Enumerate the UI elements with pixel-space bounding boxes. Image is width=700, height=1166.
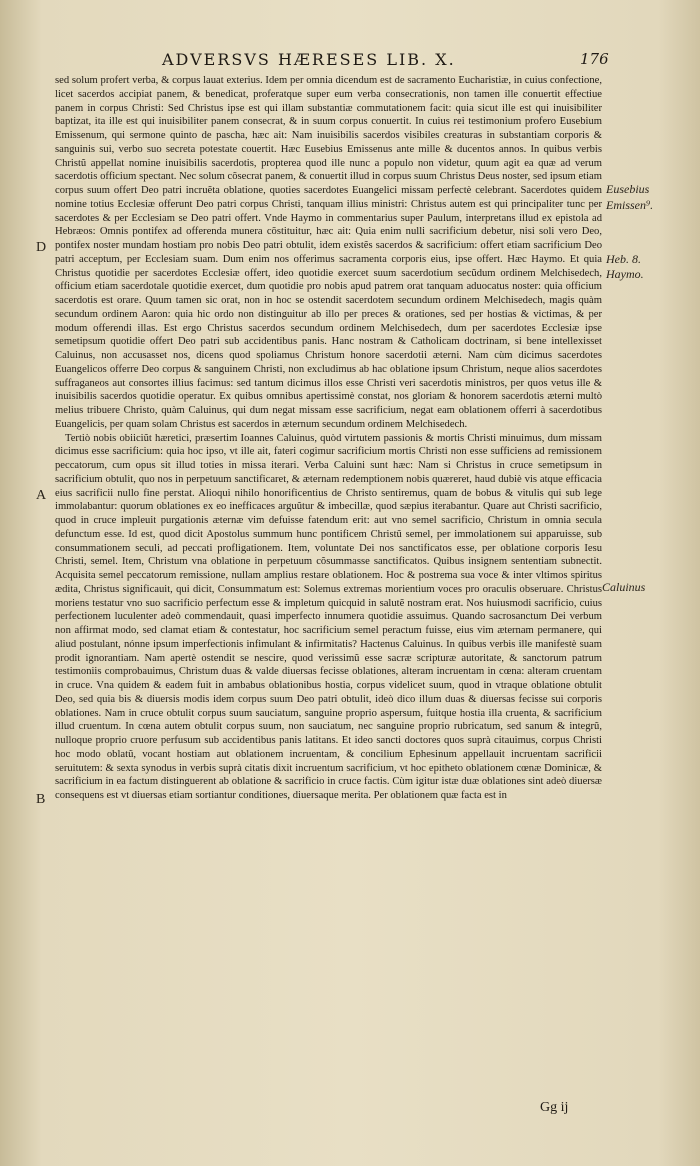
page-number: 176 bbox=[580, 50, 609, 68]
paragraph: sed solum profert verba, & corpus lauat exterius. Idem per omnia dicendum est de sacramento Eucharistiæ, in cuius confectione, licet sacerdos accipiat panem, & benedicat, proferatque super eum verba consecrationis, non tamen ille conuertit effectiue panem in corpus Christi: Sed Christus ipse est qui illam substantiæ commutationem facit: quia sicut ille est qui inuisibiliter baptizat, ita ille est qui inuisibiliter panem consecrat, & in suum corpus conuertit. In cuius rei testimonium profero Eusebium Emissenum, qui sermone quinto de pascha, hæc ait: Nam inuisibilis sacerdos visibiles creaturas in substantiam corporis & sanguinis sui, verbo suo secreta potestate couertit. Hæc Eusebius Emissenus ante mille & ducentos annos. In quibus verbis Christũ appellat nomine inuisibilis sacerdotis, propterea quod ille nunc a populo non videtur, quum agit ea quæ ad verum sacerdotis officium spectant. Nec solum cõsecrat panem, & conuertit illud in corpus suum Christus Deus noster, sed ipsum etiam corpus suum offert Deo patri incruẽta oblatione, quoties sacerdotes Euangelici missam perfectè celebrant. Sacerdotes quidem nomine totius Ecclesiæ offerunt Deo patri corpus Christi, tanquam illius ministri: Christus autem est qui principaliter tunc per sacerdotes & per Ecclesiam se Deo patri offert. Vnde Haymo in commentarius super Paulum, interpretans illud ex epistola ad Hebræos: Omnis pontifex ad offerenda munera cõstituitur, hæc ait: Quia enim nulli sacrificium debetur, nisi soli vero Deo, pontifex noster mundam hostiam pro nobis Deo patri obtulit, idem existẽs sacerdos & sacrificium: offert etiam sacrificium Deo patri acceptum, per Ecclesiam suam. Dum enim nos offerimus sacramenta corporis eius, ipse offert. Hæc Haymo. Et quia Christus quotidie per sacerdotes Ecclesiæ offert, ideo quotidie exercet suum sacerdotium secũdum ordinem Melchisedech, officium etiam sacerdotale quotidie exercet, dum quotidie pro nobis apud patrem orat tanquam aduocatus noster: quia officium sacerdotis est orare. Quum tamen sic orat, non in hoc se ostendit sacerdotem secundum ordinem Melchisedech, magis quàm secundum ordinem Aaron: quia hic ordo non distinguitur ab illo per preces & orationes, sed per hostias & victimas, & per modum offerendi illas. Est ergo Christus sacerdos secundum ordinem Melchisedech, dum per sacerdotes Ecclesiæ ipse semetipsum quotidie offert Deo patri sub accidentibus panis. Hanc nostram & Catholicam doctrinam, si bene intellexisset Caluinus, non accusasset nos, dicens quod spoliamus Christum honore sacerdotii æterni. Nam cùm dicimus sacerdotes Euangelicos offerre Deo corpus & sanguinem Christi, non excludimus ab hac oblatione ipsum Christum, neque alios sacerdotes suffraganeos aut consortes illius facimus: sed tantum dicimus illos esse Christi veri sacerdotis ministros, per quos vetus ille & inuisibilis sacerdos quotidie operatur. Ex quibus omnibus apertissimè constat, nos gloriam & honorem sacerdotis æterni multò melius tribuere Christo, quàm Caluinus, qui dum negat missam esse sacrificium, negat eam oblationem offerri à sacerdotibus Euangelicis, per quam solam Christus est sacerdos in æternum secundum ordinem Melchisedech. bbox=[55, 75, 602, 430]
section-letter-a: A bbox=[36, 488, 47, 503]
signature-mark: Gg ij bbox=[540, 1100, 569, 1115]
margin-note-haymo: Haymo. bbox=[606, 267, 644, 281]
running-title: ADVERSVS HÆRESES LIB. X. bbox=[162, 50, 456, 69]
main-text-block bbox=[55, 74, 602, 1108]
section-letter-b: B bbox=[36, 792, 46, 807]
margin-note-emissen: Emissen⁹. bbox=[606, 198, 654, 212]
margin-note-heb: Heb. 8. bbox=[606, 252, 641, 266]
margin-note-eusebius: Eusebius bbox=[606, 182, 650, 196]
margin-note-caluinus: Caluinus bbox=[602, 580, 646, 594]
paragraph: Tertiò nobis obiiciũt hæretici, præsertim Ioannes Caluinus, quòd virtutem passionis & mortis Christi minuimus, dum missam dicimus esse sacrificium: quia hoc ipso, vt ille ait, fateri cogimur sacrificium mortis Christi non esse sufficiens ad remissionem peccatorum, cum opus sit illud toties in missa iterari. Verba Caluini sunt hæc: Nam si Christus in cruce semetipsum in sacrificium obtulit, quo nos in perpetuum sanctificaret, & æternam redemptionem nobis quæreret, haud dubiè vis atque efficacia eius sacrificii nullo fine perstat. Alioqui nihilo honorificentius de Christo sentiremus, quam de bobus & vitulis qui sub lege immolabantur: quorum oblationes ex eo inefficaces arguũtur & imbecillæ, quod sæpius iterabantur. Quare aut Christi sacrificio, quod in cruce impleuit purgationis æternæ vim defuisse fatendum erit: aut vno semel sacrificio, Christum in omnia secula defunctum esse. Id est, quod dicit Apostolus summum hunc pontificem Christũ semel, per immolationem sui apparuisse, sub consummationem seculi, ad peccati profligationem. Item, voluntate Dei nos sanctificatos esse, per oblatione corporis Iesu Christi, semel. Item, Christum vna oblatione in perpetuum cõsummasse sanctificatos. Quibus insignem sententiam subnectit. Acquisita semel peccatorum remissione, nullam amplius restare oblationem. Hoc & postrema sua voce & inter vltimos spiritus ædita, Christus significauit, qui dicit, Consummatum est: Solemus extremas morientium voces pro oraculis obseruare. Christus moriens testatur vno suo sacrificio perfectum esse & impletum quicquid in salutẽ nostram erat. Nos huiusmodi sacrificio, cuius perfectionem luculenter adeò commendauit, quasi imperfecto innumera quotidie assuimus. Quando sacrosanctum Dei verbum non affirmat modo, sed clamat etiam & contestatur, hoc sacrificium semel peractum fuisse, eius vim æternam permanere, qui aliud postulant, nónne ipsum imperfectionis infimulant & infirmitatis? Hactenus Caluinus. In quibus verbis ille manifestè suam prodit ignorantiam. Nam apertè ostendit se nescire, quod verissimũ esse sacræ scripturæ autoritate, & sanctorum patrum testimoniis comprobauimus, Christum duas & valde diuersas fecisse oblationes, alteram incruentam in cœna: alteram cruentam in cruce. Vna quidem & eadem fuit in ambabus oblationibus hostia, corpus videlicet suum, quod in vtraque oblatione obtulit Deo, sed quia bis & diuersis modis idem corpus suum Deo patri obtulit, ideò dico illum duas & diuersas fecisse sui corporis oblationes. Nam in cruce obtulit corpus suum sauciatum, sanguine proprio aspersum, fuitque hostia illa cruenta, & sacrificium illud cruentum. In cœna autem obtulit corpus suum, non sauciatum, nec sanguine proprio rubricatum, sed sanum & integrũ, nulloque proprio cruore perfusum sub accidentibus panis latitans. Et ideo sancti doctores quos suprà citauimus, corpus Christi hoc modo oblatũ, vocant hostiam aut oblationem incruentam, & concilium Ephesinum appellauit incruentam sacrificii seruitutem: & sexta synodus in verbis suprà citatis dixit incruentum sacrificium, vt hoc epitheto oblationem cœnæ Dominicæ, & sacrificium in ea factum distinguerent ab oblatione & sacrificio in cruce factis. Cùm igitur istæ duæ oblationes sint adeò diuersæ consequens est vt diuersas etiam sortiantur conditiones, diuersaque merita. Per oblationem quæ facta est in bbox=[55, 432, 602, 801]
section-letter-d: D bbox=[36, 240, 47, 255]
